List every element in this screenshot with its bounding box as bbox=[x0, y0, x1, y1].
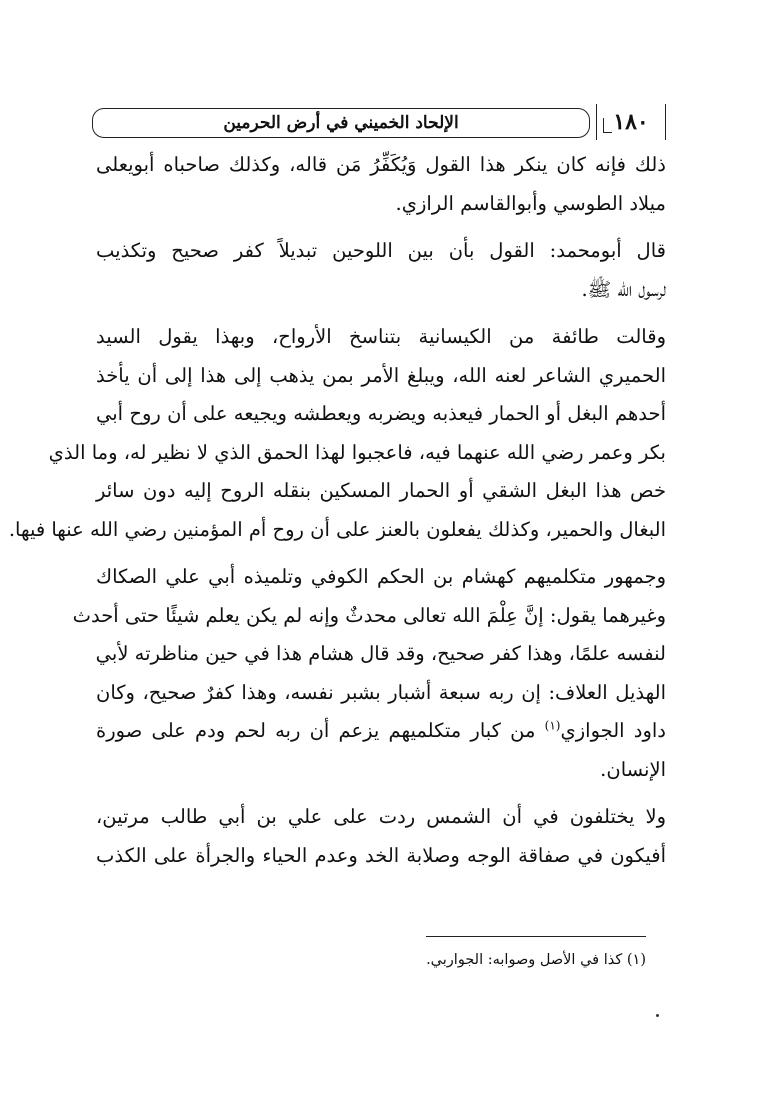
footnote-text: كذا في الأصل وصوابه: الجواربي. bbox=[426, 952, 623, 968]
footnote-marker: (١) bbox=[544, 718, 561, 733]
text-line: خص هذا البغل الشقي أو الحمار المسكين بنقله الروح إليه دون سائر bbox=[96, 479, 666, 502]
text-line: ذلك فإنه كان ينكر هذا القول وَيُكَفِّرُ مَن قاله، وكذلك صاحباه أبويعلى bbox=[96, 153, 666, 176]
text-line: ميلاد الطوسي وأبوالقاسم الرازي. bbox=[395, 191, 666, 215]
footnote-separator bbox=[426, 936, 646, 937]
text-line: قال أبومحمد: القول بأن بين اللوحين تبديلاً كفر صحيح وتكذيب bbox=[96, 239, 666, 262]
running-title: الإلحاد الخميني في أرض الحرمين bbox=[223, 113, 459, 133]
paragraph-2 bbox=[96, 232, 666, 309]
paragraph-5 bbox=[96, 798, 666, 875]
text-segment: من كبار متكلميهم يزعم أن ربه لحم ودم على صورة bbox=[96, 719, 536, 742]
text-segment: داود الجوازي bbox=[560, 719, 666, 742]
text-line: لرسول الله ﷺ. bbox=[581, 277, 666, 301]
text-line: وغيرهما يقول: إنَّ عِلْمَ الله تعالى محدثٌ وإنه لم يكن يعلم شيئًا حتى أحدث bbox=[72, 603, 666, 627]
paragraph-4 bbox=[72, 558, 666, 789]
page-body bbox=[8, 146, 666, 875]
paragraph-1 bbox=[96, 146, 666, 223]
text-line: الحميري الشاعر لعنه الله، ويبلغ الأمر بمن يذهب إلى هذا إلى أن يأخذ bbox=[96, 363, 666, 387]
text-line: الإنسان. bbox=[600, 757, 666, 781]
text-line: البغال والحمير، وكذلك يفعلون بالعنز على أن روح أم المؤمنين رضي الله عنها فيها. bbox=[8, 517, 666, 541]
paragraph-3 bbox=[8, 318, 666, 549]
text-line: لنفسه علمًا، وهذا كفر صحيح، وقد قال هشام هذا في حين مناظرته لأبي bbox=[95, 642, 666, 665]
running-title-box bbox=[92, 108, 590, 138]
footnote-number: (١) bbox=[626, 952, 646, 968]
text-line: بكر وعمر رضي الله عنهما فيه، فاعجبوا لهذا الحمق الذي لا نظير له، وما الذي bbox=[48, 440, 666, 464]
footnote-1 bbox=[426, 952, 646, 968]
text-line: وقالت طائفة من الكيسانية بتناسخ الأرواح، وبهذا يقول السيد bbox=[96, 325, 666, 348]
text-line: أحدهم البغل أو الحمار فيعذبه ويضربه ويعطشه ويجيعه على أن روح أبي bbox=[96, 402, 666, 425]
page-number: ١٨٠ bbox=[613, 109, 649, 135]
page-number-bracket bbox=[603, 118, 612, 133]
stray-mark bbox=[656, 1014, 659, 1017]
text-line-with-footnote bbox=[96, 712, 666, 751]
page-number-box bbox=[596, 104, 666, 140]
text-line: ولا يختلفون في أن الشمس ردت على علي بن أبي طالب مرتين، bbox=[96, 805, 666, 828]
text-line: أفيكون في صفاقة الوجه وصلابة الخد وعدم الحياء والجرأة على الكذب bbox=[96, 843, 666, 867]
text-line: الهذيل العلاف: إن ربه سبعة أشبار بشبر نفسه، وهذا كفرٌ صحيح، وكان bbox=[96, 680, 666, 704]
text-line: وجمهور متكلميهم كهشام بن الحكم الكوفي وتلميذه أبي علي الصكاك bbox=[96, 565, 666, 588]
page-header bbox=[92, 104, 666, 142]
